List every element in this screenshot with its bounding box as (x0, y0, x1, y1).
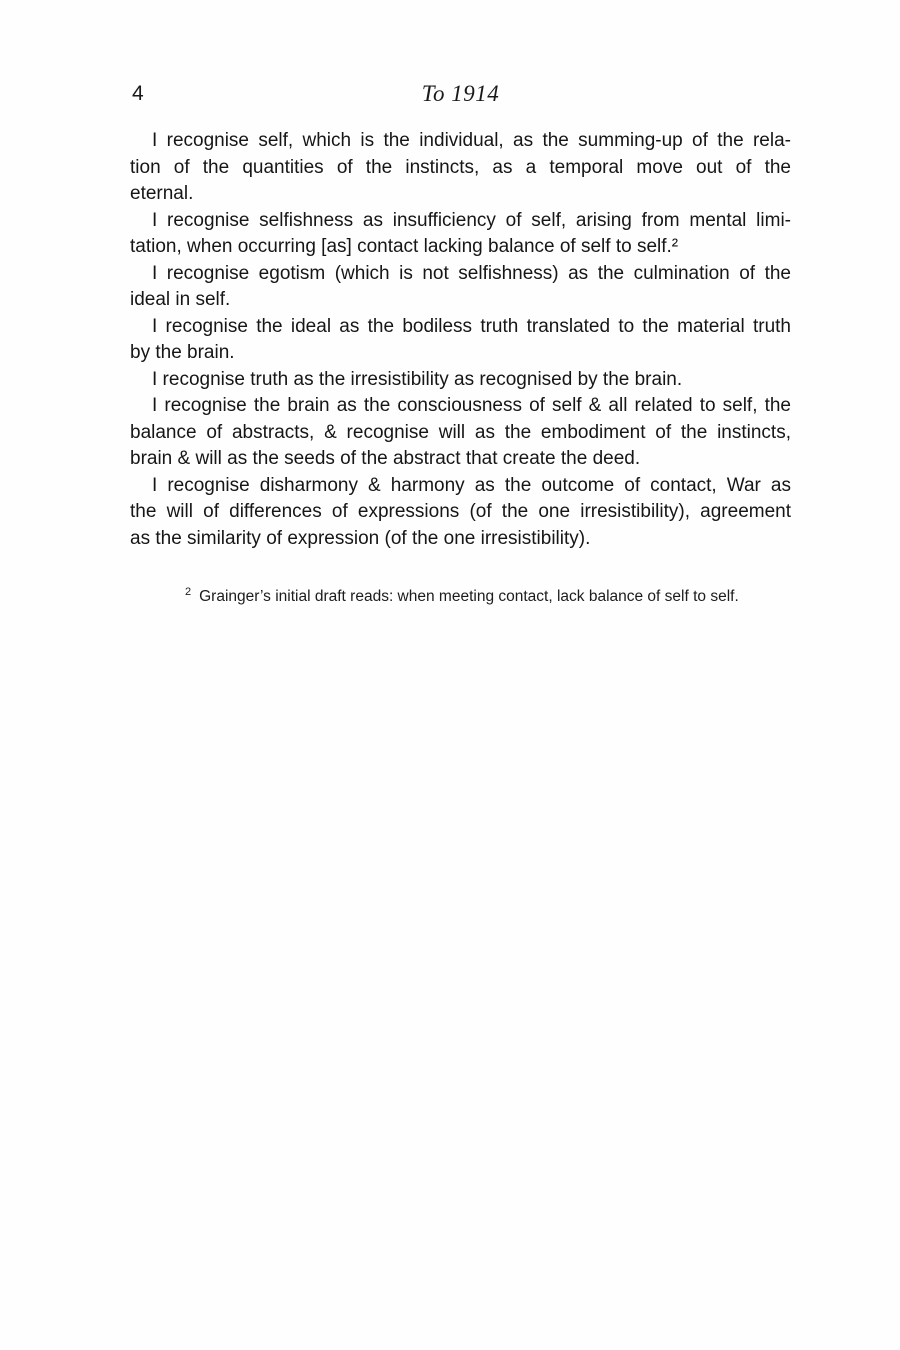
footnote (130, 581, 791, 608)
text-line: I recognise selfishness as insufficiency of self, arising from mental limi- (152, 209, 791, 231)
footnote-marker: 2 (185, 586, 192, 598)
running-head-title: To 1914 (421, 81, 500, 106)
body-text (130, 128, 791, 552)
text-line: I recognise truth as the irresistibility as recognised by the brain. (152, 368, 683, 390)
paragraph (130, 473, 791, 553)
page-number: 4 (132, 82, 144, 105)
text-line: I recognise egotism (which is not selfishness) as the culmination of the (152, 262, 791, 284)
paragraph (130, 261, 791, 314)
paragraph (130, 314, 791, 367)
text-line: as the similarity of expression (of the one irresistibility). (130, 527, 591, 549)
text-line: I recognise self, which is the individual, as the summing-up of the rela- (152, 130, 791, 151)
text-line: I recognise disharmony & harmony as the outcome of contact, War as (152, 474, 791, 496)
text-line: tion of the quantities of the instincts, as a temporal move out of the (130, 156, 791, 178)
text-line: by the brain. (130, 342, 235, 363)
paragraph (130, 128, 791, 208)
text-line: ideal in self. (130, 289, 231, 310)
text-line: I recognise the brain as the consciousness of self & all related to self, the (152, 395, 791, 416)
text-line: eternal. (130, 183, 194, 204)
paragraph (130, 367, 791, 394)
text-line: brain & will as the seeds of the abstract that create the deed. (130, 448, 641, 469)
text-line: the will of differences of expressions (of the one irresistibility), agreement (130, 501, 791, 522)
paragraph (130, 393, 791, 473)
text-line: tation, when occurring [as] contact lacking balance of self to self.² (130, 236, 679, 257)
text-line: balance of abstracts, & recognise will as the embodiment of the instincts, (130, 421, 791, 443)
paragraph (130, 208, 791, 261)
text-line: I recognise the ideal as the bodiless truth translated to the material truth (152, 315, 791, 337)
footnote-text: Grainger’s initial draft reads: when meeting contact, lack balance of self to self. (199, 588, 739, 605)
running-head (130, 81, 791, 109)
